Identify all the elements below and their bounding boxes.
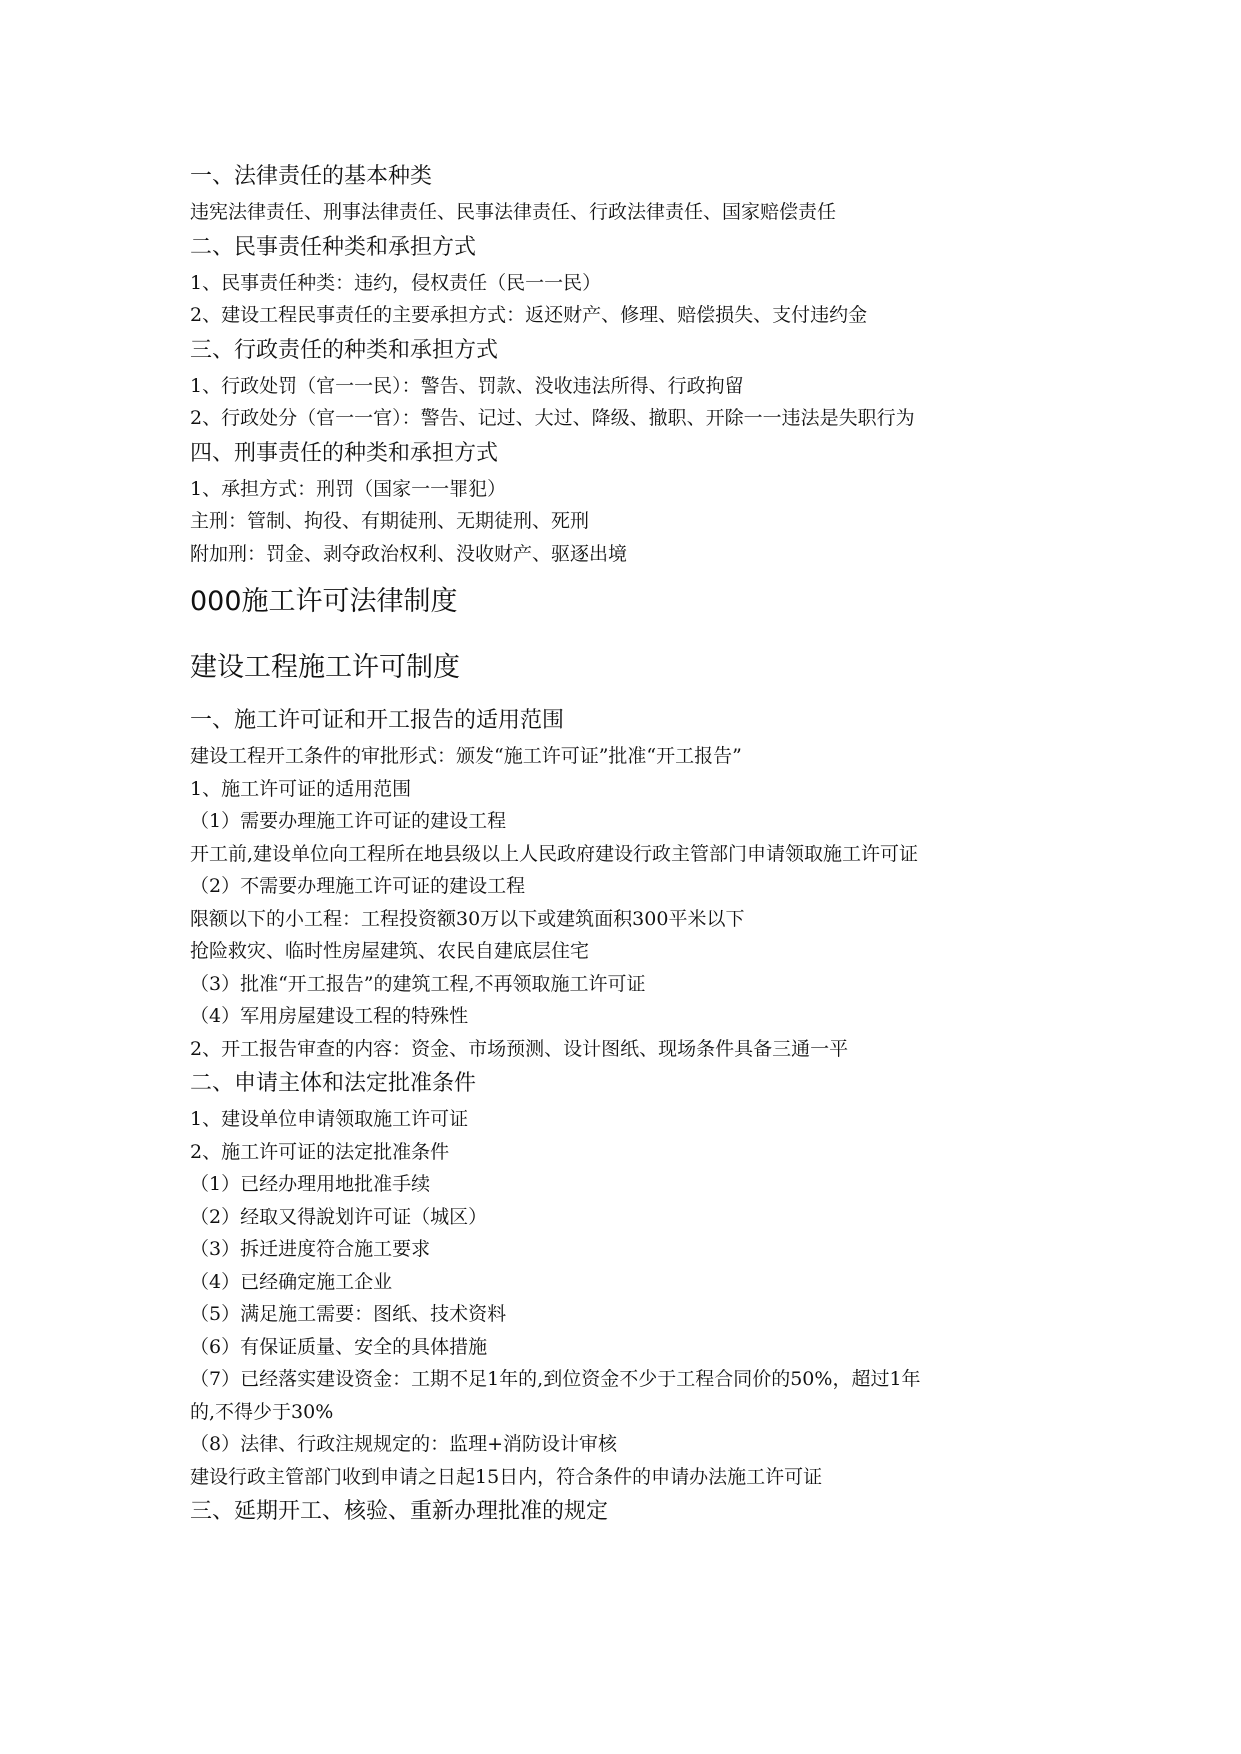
section-heading: 一、施工许可证和开工报告的适用范围 [190, 708, 565, 733]
paragraph: （5）满足施工需要：图纸、技术资料 [190, 1303, 507, 1325]
paragraph: 开工前,建设单位向工程所在地县级以上人民政府建设行政主管部门申请领取施工许可证 [190, 842, 919, 865]
paragraph: （2）经取又得說划许可证（城区） [190, 1205, 488, 1228]
paragraph: （7）已经落实建设资金：工期不足1年的,到位资金不少于工程合同价的50%，超过1年 [190, 1368, 921, 1390]
chapter-title: 000施工许可法律制度 [190, 586, 458, 617]
section-heading: 三、延期开工、核验、重新办理批准的规定 [190, 1499, 609, 1524]
paragraph: 2、开工报告审查的内容：资金、市场预测、设计图纸、现场条件具备三通一平 [190, 1037, 849, 1060]
section-heading: 二、民事责任种类和承担方式 [190, 234, 477, 260]
paragraph: 建设行政主管部门收到申请之日起15日内，符合条件的申请办法施工许可证 [190, 1465, 823, 1488]
section-heading: 四、刑事责任的种类和承担方式 [190, 440, 499, 466]
paragraph: 1、民事责任种类：违约，侵权责任（民一一民） [190, 271, 602, 294]
paragraph: （1）已经办理用地批准手续 [190, 1173, 431, 1195]
paragraph: （1）需要办理施工许可证的建设工程 [190, 810, 507, 832]
paragraph: 附加刑：罚金、剥夺政治权利、没收财产、驱逐出境 [190, 542, 628, 565]
paragraph: 2、行政处分（官一一官）：警告、记过、大过、降级、撤职、开除一一违法是失职行为 [190, 407, 915, 429]
paragraph: 抢险救灾、临时性房屋建筑、农民自建底层住宅 [190, 940, 590, 962]
chapter-title: 建设工程施工许可制度 [190, 652, 460, 683]
paragraph: 1、建设单位申请领取施工许可证 [190, 1108, 469, 1130]
section-heading: 一、法律责任的基本种类 [190, 164, 433, 189]
paragraph: 1、施工许可证的适用范围 [190, 777, 412, 800]
paragraph: 的,不得少于30% [190, 1400, 334, 1423]
paragraph: （3）拆迁进度符合施工要求 [190, 1238, 431, 1260]
paragraph: 主刑：管制、拘役、有期徒刑、无期徒刑、死刑 [190, 510, 590, 532]
paragraph: 2、建设工程民事责任的主要承担方式：返还财产、修理、赔偿损失、支付违约金 [190, 304, 868, 326]
document-body [190, 158, 1090, 1531]
paragraph: （6）有保证质量、安全的具体措施 [190, 1335, 488, 1358]
paragraph: （2）不需要办理施工许可证的建设工程 [190, 875, 526, 897]
paragraph: （4）已经确定施工企业 [190, 1270, 393, 1293]
paragraph: 1、行政处罚（官一一民）：警告、罚款、没收违法所得、行政拘留 [190, 374, 744, 397]
paragraph: （4）军用房屋建设工程的特殊性 [190, 1005, 469, 1027]
section-heading: 二、申请主体和法定批准条件 [190, 1071, 477, 1096]
paragraph: 建设工程开工条件的审批形式：颁发“施工许可证”批准“开工报告” [190, 745, 742, 767]
paragraph: （3）批准“开工报告”的建筑工程,不再领取施工许可证 [190, 972, 646, 995]
paragraph: 限额以下的小工程：工程投资额30万以下或建筑面积300平米以下 [190, 907, 745, 930]
paragraph: 1、承担方式：刑罚（国家一一罪犯） [190, 477, 507, 500]
paragraph: 违宪法律责任、刑事法律责任、民事法律责任、行政法律责任、国家赔偿责任 [190, 201, 837, 223]
section-heading: 三、行政责任的种类和承担方式 [190, 337, 499, 363]
paragraph: 2、施工许可证的法定批准条件 [190, 1140, 450, 1163]
paragraph: （8）法律、行政注规规定的：监理+消防设计审核 [190, 1433, 618, 1455]
